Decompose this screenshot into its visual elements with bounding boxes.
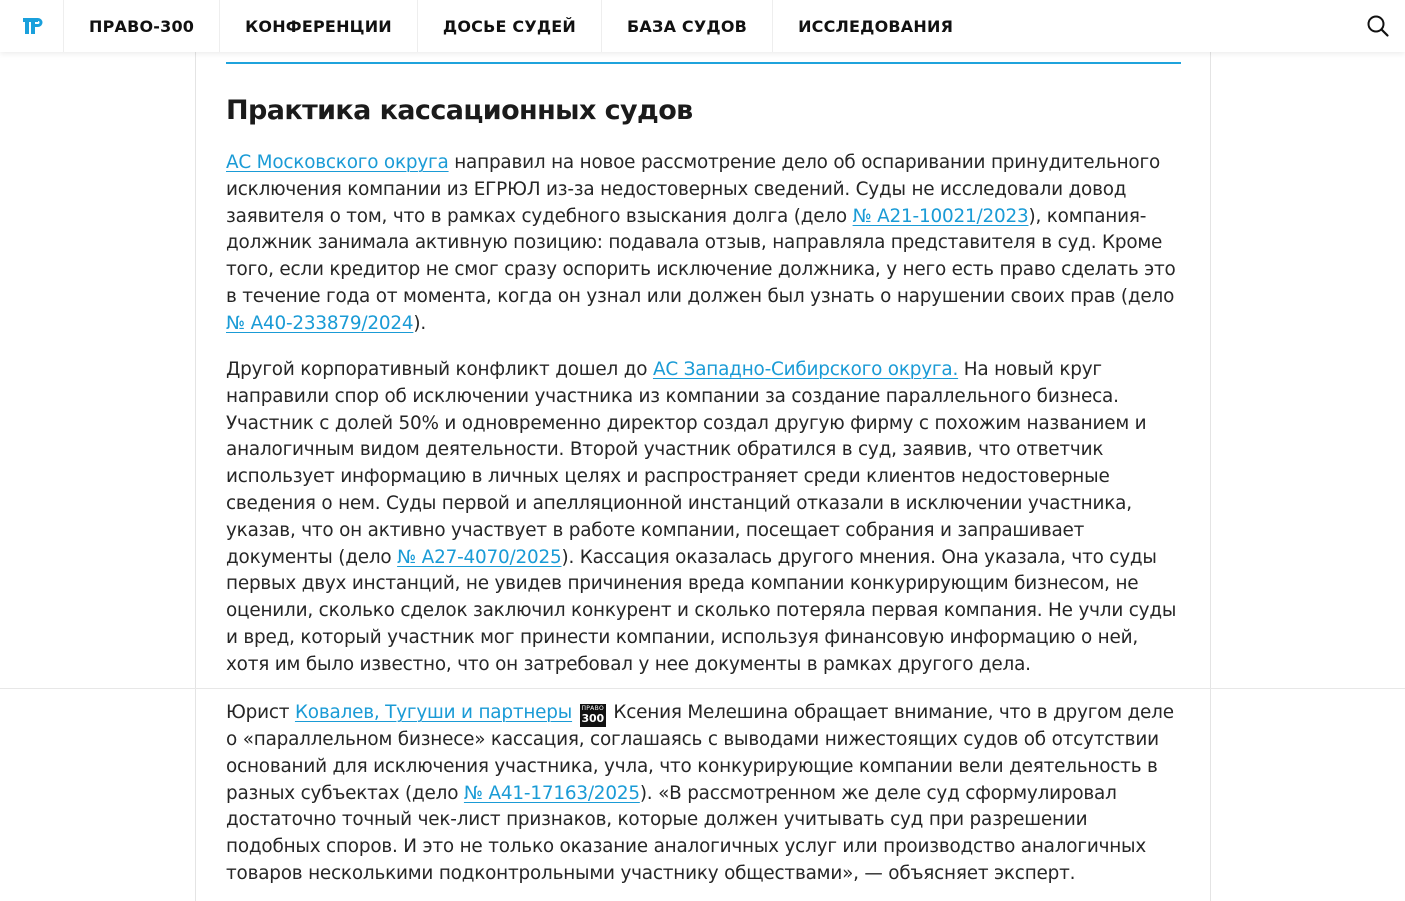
paragraph-line: товаров несколькими подконтрольными участнику обществами», — объясняет эксперт. [226, 862, 1076, 884]
paragraph-text: разных субъектах (дело [226, 782, 464, 804]
paragraph-line: того, если кредитор не смог сразу оспорить исключение должника, у него есть право сделать это [226, 259, 1176, 281]
nav-item-conferences[interactable]: КОНФЕРЕНЦИИ [220, 0, 418, 52]
link-moscow-district-court[interactable]: АС Московского округа [226, 152, 449, 173]
paragraph-line: о «параллельном бизнесе» кассация, соглашаясь с выводами нижестоящих судов об отсутствии [226, 729, 1159, 750]
paragraph-text: документы (дело [226, 546, 398, 568]
badge-bottom-text: 300 [581, 712, 604, 725]
link-west-siberian-district-court[interactable]: АС Западно-Сибирского округа. [652, 359, 959, 380]
paragraph-text: ). [413, 312, 427, 334]
nav-item-pravo-300[interactable]: ПРАВО-300 [64, 0, 220, 52]
screenshot-seam-divider [0, 688, 1405, 689]
link-case-a27-4070-2025[interactable]: № А27-4070/2025 [397, 546, 562, 568]
nav-item-court-database[interactable]: БАЗА СУДОВ [602, 0, 773, 52]
paragraph-line: в течение года от момента, когда он узнал или должен был узнать о нарушении своих прав (дело [226, 285, 1175, 307]
top-navigation [0, 0, 1405, 52]
paragraph-line: хотя им было известно, что он затребовал у нее документы в рамках другого дела. [226, 653, 1031, 675]
paragraph-line: подобных споров. И это не только оказание аналогичных услуг или производство аналогичных [226, 836, 1147, 858]
paragraph-line: Участник с долей 50% и одновременно директор создал другую фирму с похожим названием и [226, 412, 1147, 434]
paragraph-line: указав, что он активно участвует в работе компании, посещает собрания и запрашивает [226, 519, 1085, 541]
section-heading: Практика кассационных судов [226, 95, 693, 126]
pravo-logo-icon [21, 15, 43, 37]
search-icon [1366, 14, 1390, 38]
link-kovalev-tugushi-partners[interactable]: Ковалев, Тугуши и партнеры [294, 702, 573, 723]
paragraph-line: аналогичным видом деятельности. Второй участник обратился в суд, заявив, что ответчик [226, 439, 1104, 461]
paragraph-text: заявителя о том, что в рамках судебного взыскания долга (дело [226, 205, 853, 227]
badge-top-text: ПРАВО [581, 705, 605, 712]
section-divider [226, 62, 1181, 64]
pravo-300-badge-icon[interactable] [580, 704, 606, 727]
paragraph-text: ). Кассация оказалась другого мнения. Она указала, что суды [561, 546, 1157, 568]
link-case-a41-17163-2025[interactable]: № А41-17163/2025 [463, 782, 640, 804]
article-paragraph-2 [226, 357, 1176, 679]
paragraph-text: ). «В рассмотренном же деле суд сформулировал [639, 782, 1117, 804]
paragraph-text: На новый круг [958, 359, 1102, 380]
paragraph-text: Юрист [226, 702, 295, 723]
paragraph-line: и вред, который участник мог принести компании, используя финансовую информацию о ней, [226, 626, 1139, 648]
paragraph-text: направил на новое рассмотрение дело об оспаривании принудительного [448, 152, 1160, 173]
paragraph-line: исключения компании из ЕГРЮЛ из-за недостоверных сведений. Суды не исследовали довод [226, 178, 1127, 200]
paragraph-line: первых двух инстанций, не увидев причинения вреда компании конкурирующим бизнесом, не [226, 573, 1139, 595]
link-case-a21-10021-2023[interactable]: № А21-10021/2023 [852, 205, 1029, 227]
search-button[interactable] [1351, 0, 1405, 52]
paragraph-line: должник занимала активную позицию: подавала отзыв, направляла представителя в суд. Кроме [226, 232, 1163, 254]
paragraph-text: ), компания- [1028, 205, 1147, 227]
paragraph-text: Другой корпоративный конфликт дошел до [226, 359, 653, 380]
paragraph-line: оценили, сколько сделок заключил конкурент и сколько потеряла первая компания. Не учли суды [226, 600, 1177, 622]
link-case-a40-233879-2024[interactable]: № А40-233879/2024 [226, 312, 414, 334]
nav-item-judge-dossier[interactable]: ДОСЬЕ СУДЕЙ [418, 0, 602, 52]
paragraph-line: достаточно точный чек-лист признаков, которые должен учитывать суд при разрешении [226, 809, 1088, 831]
nav-item-research[interactable]: ИССЛЕДОВАНИЯ [798, 16, 954, 36]
paragraph-line: сведения о нем. Суды первой и апелляционной инстанций отказали в исключении участника, [226, 492, 1132, 514]
paragraph-line: направили спор об исключении участника из компании за создание параллельного бизнеса. [226, 385, 1119, 407]
paragraph-text: Ксения Мелешина обращает внимание, что в другом деле [607, 702, 1174, 723]
site-logo[interactable] [0, 0, 64, 52]
paragraph-line: оснований для исключения участника, учла, что конкурирующие компании вели деятельность в [226, 755, 1158, 777]
article-paragraph-3 [226, 700, 1174, 888]
paragraph-line: использует информацию в личных целях и распространяет среди клиентов недостоверные [226, 466, 1110, 488]
article-paragraph-1 [226, 150, 1176, 338]
